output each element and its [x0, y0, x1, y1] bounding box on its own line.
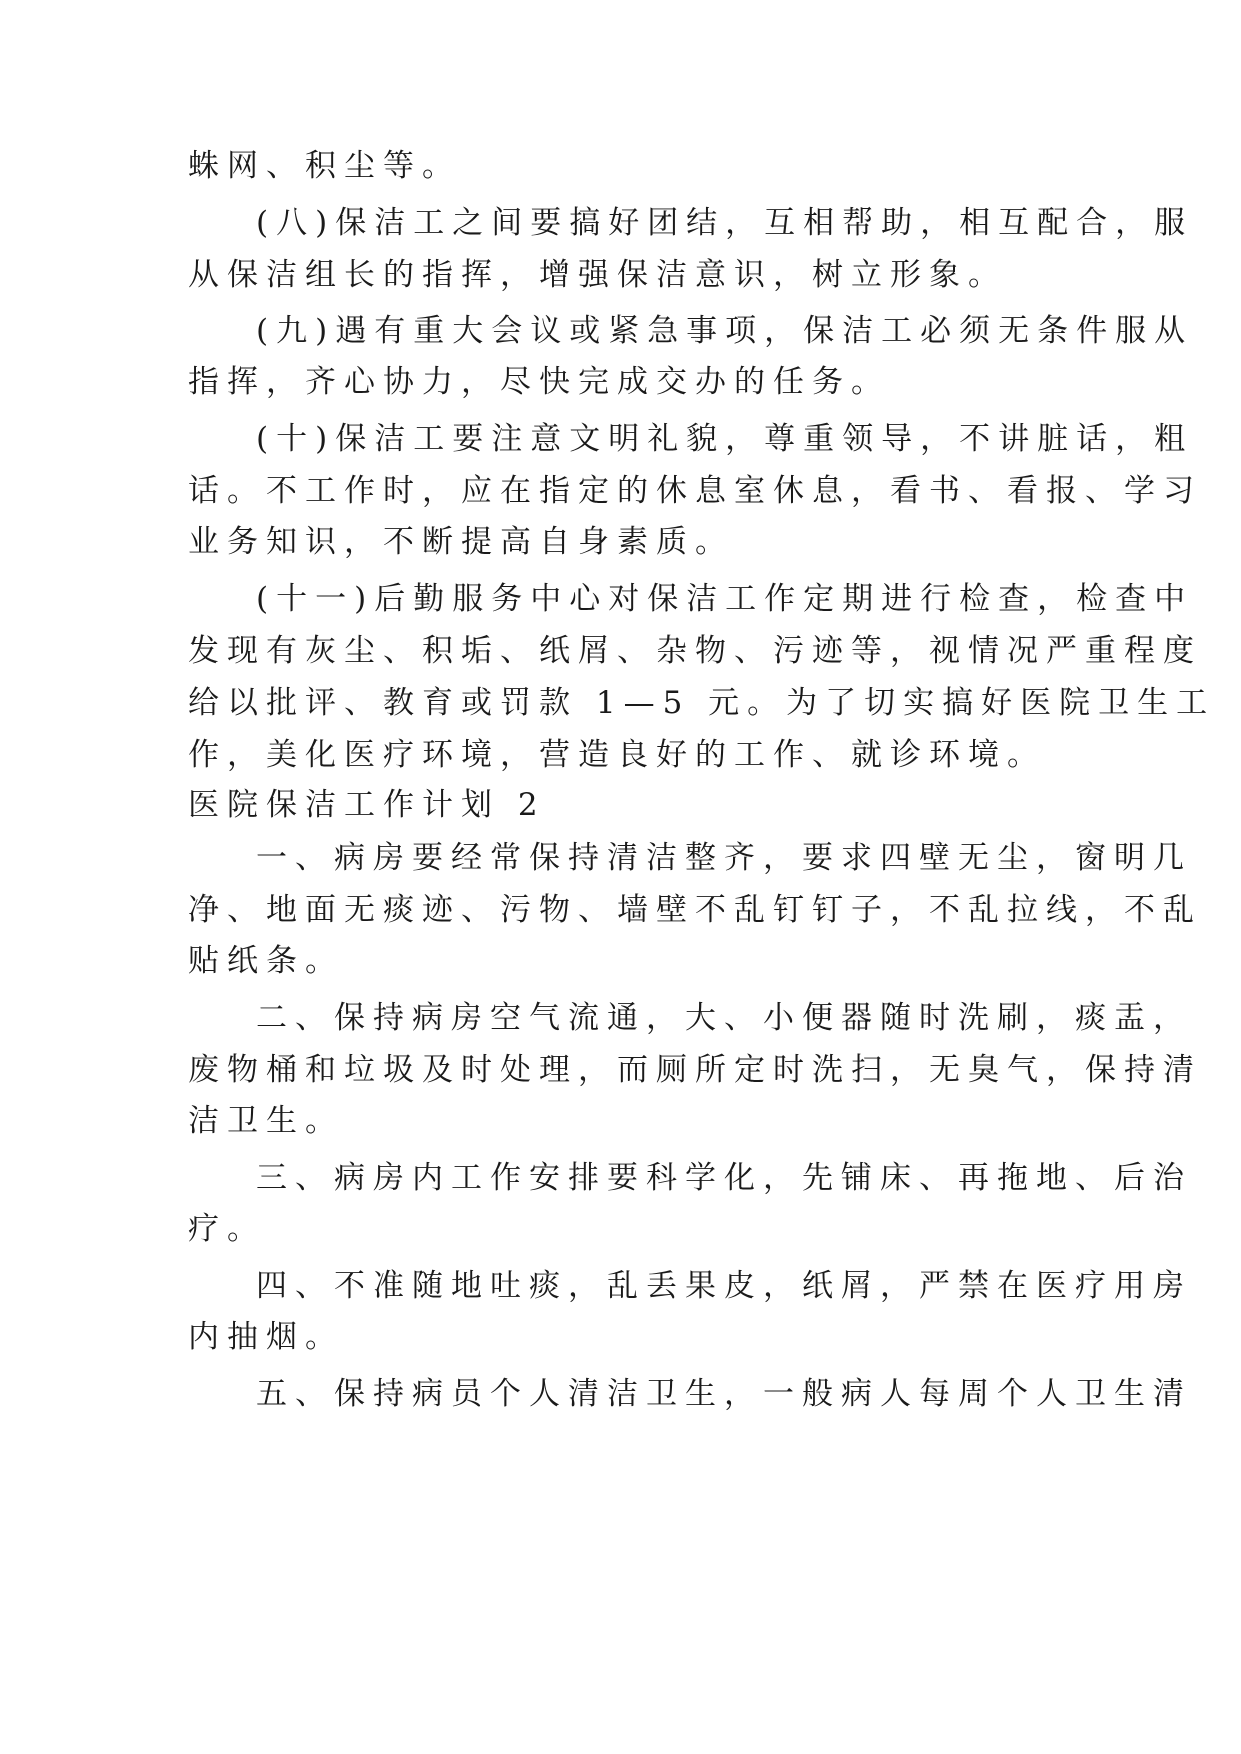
- text-line: 废物桶和垃圾及时处理，而厕所定时洗扫，无臭气，保持清: [188, 1052, 1202, 1088]
- text-line: 净、地面无痰迹、污物、墙壁不乱钉钉子，不乱拉线，不乱: [188, 892, 1202, 928]
- text-line: 五、保持病员个人清洁卫生，一般病人每周个人卫生清: [256, 1376, 1192, 1412]
- text-line: 内抽烟。: [188, 1319, 344, 1355]
- text-line: 话。不工作时，应在指定的休息室休息，看书、看报、学习: [188, 473, 1202, 509]
- text-line: 洁卫生。: [188, 1103, 344, 1139]
- text-line: (九)遇有重大会议或紧急事项，保洁工必须无条件服从: [256, 313, 1194, 349]
- text-line: 四、不准随地吐痰，乱丢果皮，纸屑，严禁在医疗用房: [256, 1268, 1192, 1304]
- text-line: 作，美化医疗环境，营造良好的工作、就诊环境。: [188, 737, 1046, 773]
- text-line: 一、病房要经常保持清洁整齐，要求四壁无尘，窗明几: [256, 840, 1192, 876]
- text-line: 从保洁组长的指挥，增强保洁意识，树立形象。: [188, 257, 1007, 293]
- text-line: 蛛网、积尘等。: [188, 148, 461, 184]
- text-line: 指挥，齐心协力，尽快完成交办的任务。: [188, 364, 890, 400]
- text-line: 贴纸条。: [188, 943, 344, 979]
- text-line: 业务知识，不断提高自身素质。: [188, 524, 734, 560]
- text-line: (八)保洁工之间要搞好团结，互相帮助，相互配合，服: [256, 205, 1194, 241]
- text-line: (十一)后勤服务中心对保洁工作定期进行检查，检查中: [256, 581, 1194, 617]
- text-line: 二、保持病房空气流通，大、小便器随时洗刷，痰盂，: [256, 1000, 1192, 1036]
- text-line: 三、病房内工作安排要科学化，先铺床、再拖地、后治: [256, 1160, 1192, 1196]
- text-line: (十)保洁工要注意文明礼貌，尊重领导，不讲脏话，粗: [256, 421, 1194, 457]
- text-line: 疗。: [188, 1211, 266, 1247]
- text-line: 给以批评、教育或罚款 1—5 元。为了切实搞好医院卫生工: [188, 685, 1216, 721]
- section-heading: 医院保洁工作计划 2: [188, 787, 546, 823]
- text-line: 发现有灰尘、积垢、纸屑、杂物、污迹等，视情况严重程度: [188, 633, 1202, 669]
